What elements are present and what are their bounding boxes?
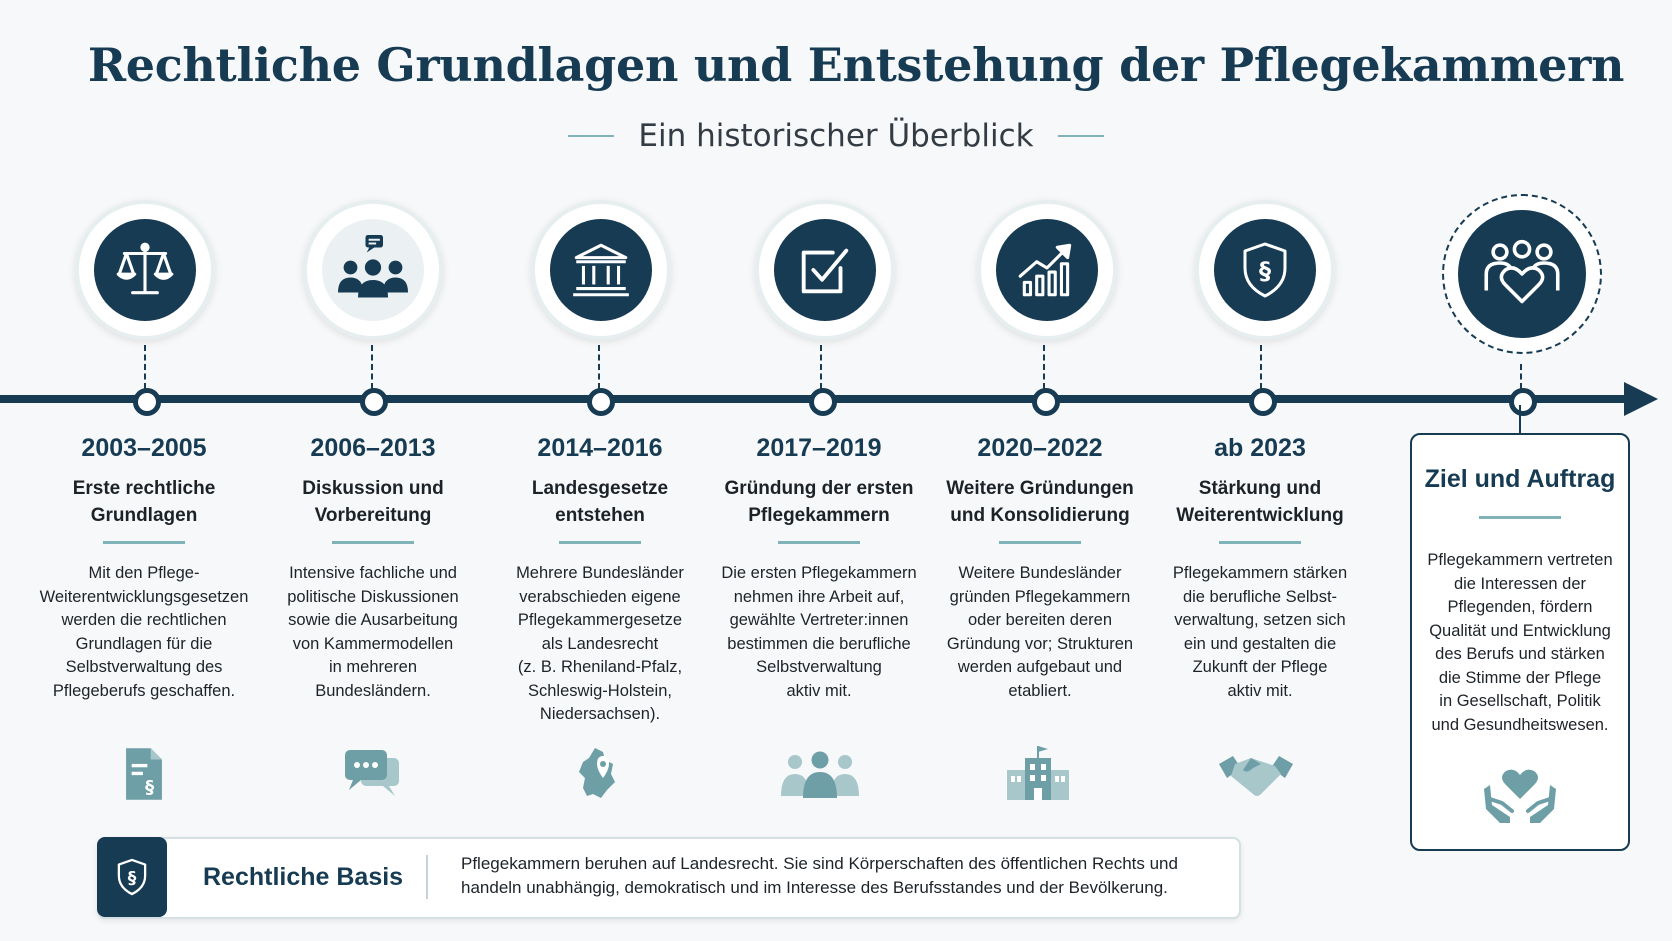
connector-2: [371, 345, 373, 389]
community-heart-icon: [1478, 230, 1566, 318]
subtitle: Ein historischer Überblick: [638, 118, 1034, 154]
milestone-3: [498, 434, 702, 727]
shield-paragraph-icon: [1233, 238, 1297, 302]
milestone-period: 2006–2013: [310, 434, 436, 462]
milestone-6: [1155, 434, 1365, 703]
subtitle-row: [0, 118, 1672, 154]
svg-text:§: §: [1259, 257, 1271, 285]
milestone-2: [271, 434, 475, 703]
germany-map-pin-icon: [575, 744, 621, 802]
handshake-icon: [1217, 750, 1295, 800]
connector-3: [598, 345, 600, 389]
timeline-node-3: [587, 388, 615, 416]
milestone-1: [39, 434, 249, 703]
goal-description: Pflegekammern vertreten die Interessen der Pflegenden, fördern Qualität und Entwicklung des Berufs und stärken die Stimme der Pflege in Gesellschaft, Politik und Gesundheitswesen.: [1427, 551, 1613, 734]
milestone-heading: Stärkung und Weiterentwicklung: [1176, 478, 1344, 526]
goal-stem: [1519, 405, 1521, 434]
institution-building-icon: [1003, 744, 1073, 802]
milestone-5: [935, 434, 1145, 703]
growth-chart-icon: [1014, 237, 1080, 303]
milestone-period: ab 2023: [1214, 434, 1306, 462]
timeline-node-6: [1249, 388, 1277, 416]
svg-text:§: §: [145, 777, 155, 799]
goal-divider: [1479, 516, 1561, 519]
timeline-node-4: [809, 388, 837, 416]
milestone-period: 2017–2019: [756, 434, 882, 462]
government-building-icon: [568, 237, 634, 303]
milestone-period: 2003–2005: [81, 434, 207, 462]
milestone-heading: Weitere Gründungen und Konsolidierung: [946, 478, 1134, 526]
subtitle-rule-left: [568, 135, 614, 137]
page-title: Rechtliche Grundlagen und Entstehung der Pflegekammern: [87, 38, 1625, 92]
legal-basis-separator: [426, 855, 428, 899]
milestone-icon-circle-3: [531, 200, 671, 340]
chat-bubbles-icon: [343, 748, 401, 800]
milestone-4: [714, 434, 924, 703]
legal-basis-label: Rechtliche Basis: [203, 863, 404, 891]
connector-6: [1260, 345, 1262, 389]
discussion-group-icon: [333, 230, 413, 310]
milestone-description: Weitere Bundesländer gründen Pflegekammern oder bereiten deren Gründung vor; Strukturen werden aufgebaut und etabliert.: [946, 564, 1134, 700]
milestone-description: Mehrere Bundesländer verabschieden eigene Pflegekammergesetze als Landesrecht (z. B. Rheniland-Pfalz, Schleswig-Holstein, Niedersachsen).: [516, 564, 684, 723]
connector-4: [820, 345, 822, 389]
milestone-divider: [103, 541, 185, 544]
milestone-description: Pflegekammern stärken die berufliche Selbst- verwaltung, setzen sich ein und gestalten die Zukunft der Pflege aktiv mit.: [1172, 564, 1348, 700]
milestone-heading: Diskussion und Vorbereitung: [302, 478, 444, 526]
milestone-heading: Landesgesetze entstehen: [531, 478, 669, 526]
milestone-divider: [332, 541, 414, 544]
connector-5: [1043, 345, 1045, 389]
timeline-node-1: [133, 388, 161, 416]
checkbox-icon: [794, 239, 856, 301]
subtitle-rule-right: [1058, 135, 1104, 137]
hands-heart-icon: [1480, 761, 1560, 825]
people-group-icon: [779, 750, 861, 798]
milestone-icon-circle-4: [755, 200, 895, 340]
milestone-icon-circle-6: [1195, 200, 1335, 340]
goal-card: [1410, 433, 1630, 851]
milestone-period: 2020–2022: [977, 434, 1103, 462]
document-paragraph-icon: [121, 746, 167, 802]
milestone-description: Intensive fachliche und politische Diskussionen sowie die Ausarbeitung von Kammermodellen in mehreren Bundesländern.: [287, 564, 459, 700]
milestone-icon-circle-5: [977, 200, 1117, 340]
timeline-node-5: [1032, 388, 1060, 416]
milestone-description: Die ersten Pflegekammern nehmen ihre Arbeit auf, gewählte Vertreter:innen bestimmen die berufliche Selbstverwaltung aktiv mit.: [721, 564, 917, 700]
goal-icon-circle: [1442, 194, 1602, 354]
legal-basis-bar: [97, 837, 1241, 919]
timeline-node-goal: [1509, 388, 1537, 416]
milestone-divider: [559, 541, 641, 544]
milestone-description: Mit den Pflege- Weiterentwicklungsgesetzen werden die rechtlichen Grundlagen für die Selbstverwaltung des Pflegeberufs geschaffen.: [39, 564, 249, 700]
milestone-heading: Erste rechtliche Grundlagen: [72, 478, 216, 526]
milestone-icon-circle-1: [75, 200, 215, 340]
timeline-node-2: [360, 388, 388, 416]
legal-basis-text: Pflegekammern beruhen auf Landesrecht. Sie sind Körperschaften des öffentlichen Rechts und handeln unabhängig, demokratisch und im Interesse des Berufsstandes und der Bevölkerung.: [461, 854, 1178, 897]
legal-basis-badge: [97, 837, 167, 917]
milestone-heading: Gründung der ersten Pflegekammern: [724, 478, 914, 526]
scales-icon: [112, 237, 178, 303]
milestone-divider: [999, 541, 1081, 544]
milestone-period: 2014–2016: [537, 434, 663, 462]
svg-text:§: §: [127, 868, 137, 889]
milestone-divider: [1219, 541, 1301, 544]
connector-1: [144, 345, 146, 389]
connector-goal: [1520, 364, 1522, 389]
timeline-arrowhead: [1624, 382, 1658, 416]
goal-heading: Ziel und Auftrag: [1424, 465, 1616, 493]
milestone-divider: [778, 541, 860, 544]
milestone-icon-circle-2: [303, 200, 443, 340]
shield-paragraph-icon: [111, 854, 153, 900]
